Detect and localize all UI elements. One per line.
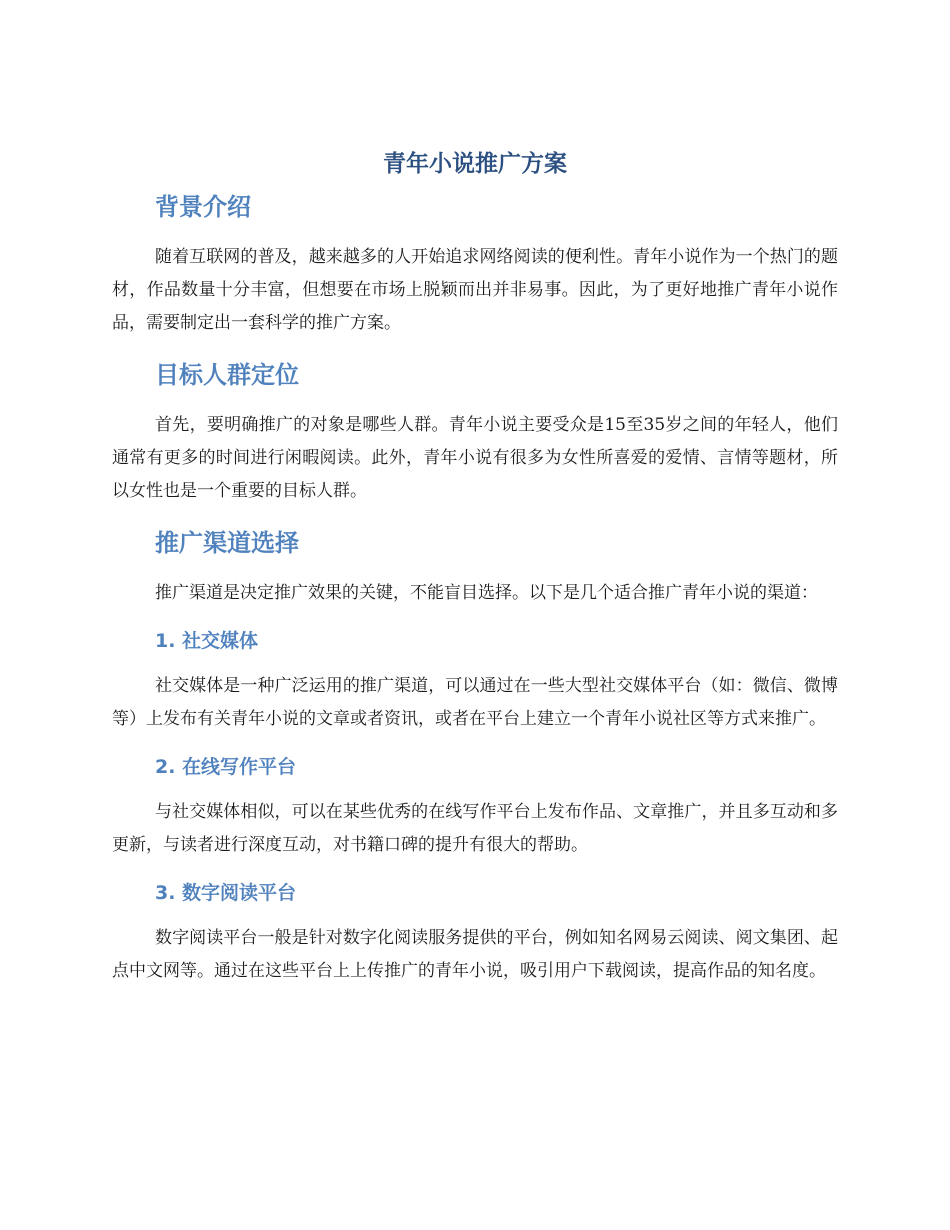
heading-target-audience: 目标人群定位 [155, 361, 299, 389]
paragraph-social-media: 社交媒体是一种广泛运用的推广渠道，可以通过在一些大型社交媒体平台（如：微信、微博等）上发布有关青年小说的文章或者资讯，或者在平台上建立一个青年小说社区等方式来推广。 [112, 676, 838, 729]
paragraph-target-audience: 首先，要明确推广的对象是哪些人群。青年小说主要受众是15至35岁之间的年轻人，他们通常有更多的时间进行闲暇阅读。此外，青年小说有很多为女性所喜爱的爱情、言情等题材，所以女性也是一个重要的目标人群。 [112, 415, 838, 501]
document-body [112, 146, 838, 1001]
paragraph-online-writing: 与社交媒体相似，可以在某些优秀的在线写作平台上发布作品、文章推广，并且多互动和多更新，与读者进行深度互动，对书籍口碑的提升有很大的帮助。 [112, 802, 838, 855]
paragraph-background: 随着互联网的普及，越来越多的人开始追求网络阅读的便利性。青年小说作为一个热门的题材，作品数量十分丰富，但想要在市场上脱颖而出并非易事。因此，为了更好地推广青年小说作品，需要制定出一套科学的推广方案。 [112, 247, 838, 333]
paragraph-channels: 推广渠道是决定推广效果的关键，不能盲目选择。以下是几个适合推广青年小说的渠道： [155, 583, 818, 603]
paragraph-digital-reading: 数字阅读平台一般是针对数字化阅读服务提供的平台，例如知名网易云阅读、阅文集团、起点中文网等。通过在这些平台上上传推广的青年小说，吸引用户下载阅读，提高作品的知名度。 [112, 928, 838, 981]
heading-online-writing: 2. 在线写作平台 [155, 756, 297, 778]
heading-social-media: 1. 社交媒体 [155, 630, 259, 652]
heading-digital-reading: 3. 数字阅读平台 [155, 882, 297, 904]
document-title: 青年小说推广方案 [383, 151, 567, 177]
heading-channels: 推广渠道选择 [155, 529, 299, 557]
heading-background: 背景介绍 [155, 193, 251, 221]
